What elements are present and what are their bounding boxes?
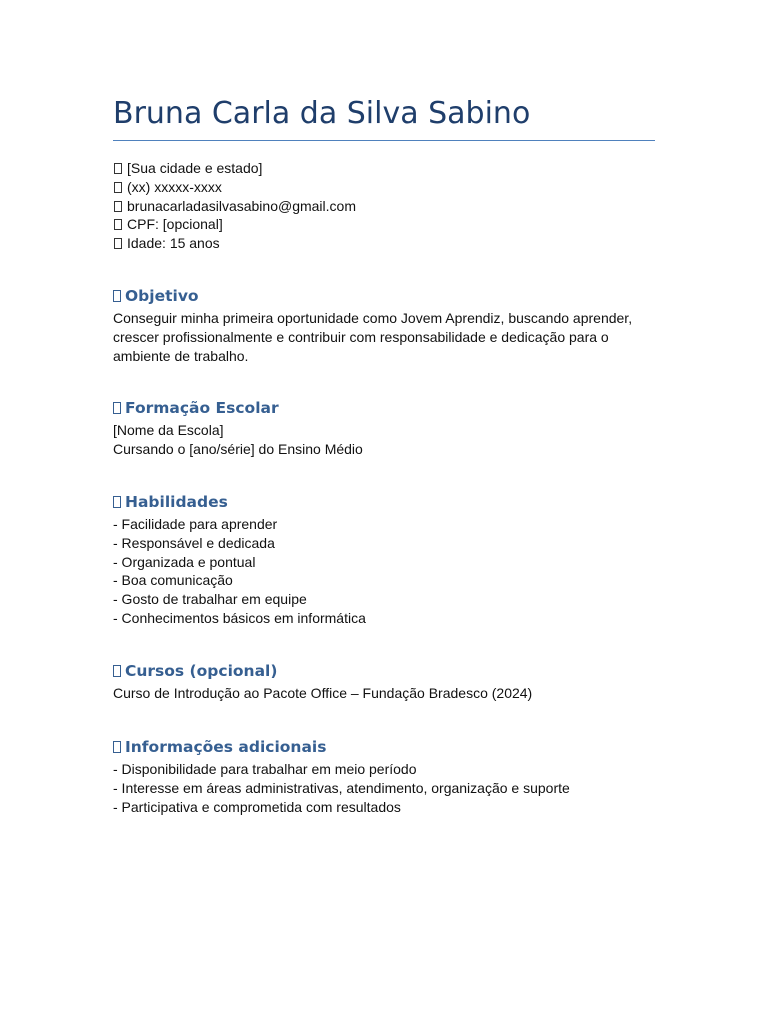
heading-cursos-text: Cursos (opcional): [125, 662, 278, 680]
formacao-line: Cursando o [ano/série] do Ensino Médio: [113, 440, 363, 457]
heading-cursos: [113, 661, 277, 681]
section-habilidades: [113, 515, 366, 628]
age-icon: [114, 238, 122, 249]
informacao-item: - Participativa e comprometida com resultados: [113, 798, 401, 815]
contact-email: [114, 197, 356, 216]
heading-objetivo: [113, 286, 199, 306]
contact-location-text: [Sua cidade e estado]: [127, 160, 263, 176]
target-icon: [113, 290, 121, 302]
curso-item: Curso de Introdução ao Pacote Office – Fundação Bradesco (2024): [113, 685, 533, 701]
contact-list: [114, 159, 356, 253]
course-icon: [113, 665, 121, 677]
contact-location: [114, 159, 356, 178]
contact-cpf-text: CPF: [opcional]: [127, 216, 223, 233]
phone-icon: [114, 182, 122, 193]
section-formacao: [113, 421, 363, 459]
habilidade-item: - Facilidade para aprender: [113, 516, 278, 532]
section-objetivo: [113, 309, 632, 365]
contact-phone: [114, 178, 356, 197]
document-icon: [114, 219, 122, 230]
skills-icon: [113, 496, 121, 508]
heading-informacoes-text: Informações adicionais: [125, 738, 327, 756]
heading-objetivo-text: Objetivo: [125, 287, 199, 305]
habilidade-item: - Organizada e pontual: [113, 553, 256, 570]
email-icon: [114, 201, 122, 212]
formacao-line: [Nome da Escola]: [113, 422, 224, 438]
contact-cpf: [114, 215, 356, 234]
school-icon: [113, 402, 121, 414]
contact-age: [114, 234, 356, 253]
informacao-item: - Disponibilidade para trabalhar em meio período: [113, 761, 417, 777]
heading-habilidades: [113, 492, 228, 512]
contact-email-text: brunacarladasilvasabino@gmail.com: [127, 197, 356, 214]
heading-formacao: [113, 398, 279, 418]
heading-formacao-text: Formação Escolar: [125, 399, 279, 417]
resume-name: Bruna Carla da Silva Sabino: [113, 96, 531, 131]
title-divider: [113, 140, 655, 141]
informacao-item: - Interesse em áreas administrativas, atendimento, organização e suporte: [113, 779, 570, 796]
section-cursos: [113, 684, 532, 703]
habilidade-item: - Conhecimentos básicos em informática: [113, 609, 366, 626]
contact-phone-text: (xx) xxxxx-xxxx: [127, 178, 222, 195]
habilidade-item: - Boa comunicação: [113, 572, 233, 589]
habilidade-item: - Gosto de trabalhar em equipe: [113, 591, 307, 608]
info-icon: [113, 741, 121, 753]
objetivo-line: ambiente de trabalho.: [113, 347, 249, 364]
objetivo-line: crescer profissionalmente e contribuir com responsabilidade e dedicação para o: [113, 328, 609, 345]
habilidade-item: - Responsável e dedicada: [113, 534, 275, 551]
section-informacoes: [113, 760, 570, 816]
heading-habilidades-text: Habilidades: [125, 493, 228, 511]
objetivo-line: Conseguir minha primeira oportunidade como Jovem Aprendiz, buscando aprender,: [113, 310, 633, 326]
heading-informacoes: [113, 737, 326, 757]
location-icon: [114, 163, 122, 174]
contact-age-text: Idade: 15 anos: [127, 235, 220, 252]
